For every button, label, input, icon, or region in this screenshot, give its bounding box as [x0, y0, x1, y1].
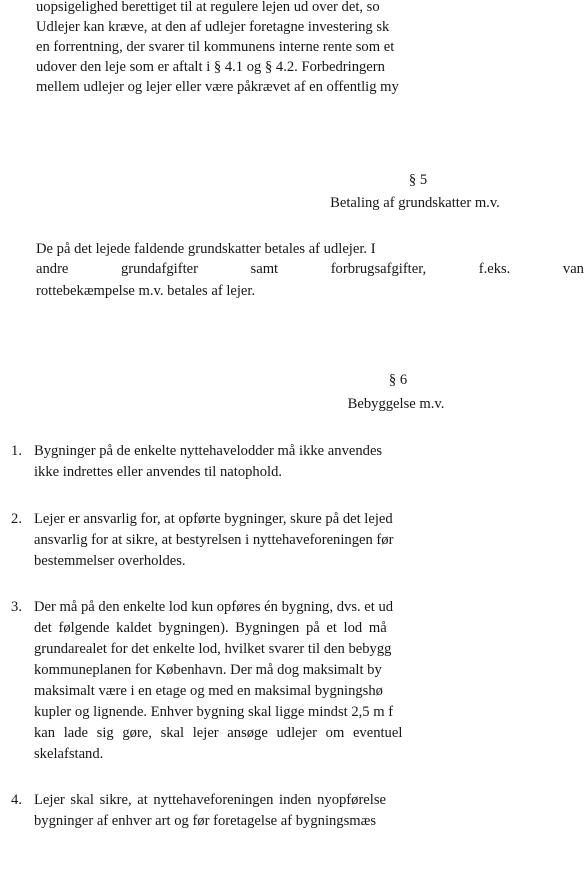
section-5-title: Betaling af grundskatter m.v.: [330, 195, 500, 211]
section-5-line: rottebekæmpelse m.v. betales af lejer.: [36, 283, 256, 299]
word: samt: [250, 261, 279, 277]
section-6-title: Bebyggelse m.v.: [347, 396, 445, 412]
intro-line: mellem udlejer og lejer eller være påkrævet af en offentlig my: [36, 79, 399, 95]
section-5-number: § 5: [408, 172, 428, 188]
word: van: [562, 261, 584, 277]
intro-line: en forrentning, der svarer til kommunens interne rente som et: [36, 39, 395, 55]
list-item-line: grundarealet for det enkelte lod, hvilket svarer til den bebygg: [34, 641, 392, 657]
list-item-line: bygninger af enhver art og før foretagelse af bygningsmæs: [34, 813, 377, 829]
section-6-number: § 6: [388, 372, 408, 388]
list-item-line: bestemmelser overholdes.: [34, 553, 186, 569]
list-item-line: det følgende kaldet bygningen). Bygningen på et lod må: [34, 620, 387, 636]
list-item-line: skelafstand.: [34, 746, 104, 762]
section-5-line: De på det lejede faldende grundskatter betales af udlejer. I: [36, 241, 376, 257]
word: andre: [36, 261, 69, 277]
intro-line: Udlejer kan kræve, at den af udlejer foretagne investering sk: [36, 19, 390, 35]
list-item-line: Bygninger på de enkelte nyttehavelodder må ikke anvendes: [34, 443, 383, 459]
word: forbrugsafgifter,: [330, 261, 427, 277]
intro-line: uopsigelighed berettiget til at regulere lejen ud over det, so: [36, 0, 380, 15]
list-item-number: 3.: [11, 599, 22, 615]
list-item-line: kommuneplanen for København. Der må dog maksimalt by: [34, 662, 382, 678]
list-item-number: 1.: [11, 443, 22, 459]
section-5-justified-line: [36, 259, 584, 279]
list-item-line: maksimalt være i en etage og med en maksimal bygningshø: [34, 683, 383, 699]
list-item-line: Der må på den enkelte lod kun opføres én bygning, dvs. et ud: [34, 599, 394, 615]
list-item-line: kupler og lignende. Enhver bygning skal ligge mindst 2,5 m f: [34, 704, 394, 720]
list-item-line: ansvarlig for at sikre, at bestyrelsen i nyttehaveforeningen før: [34, 532, 394, 548]
list-item-line: kan lade sig gøre, skal lejer ansøge udlejer om eventuel: [34, 725, 403, 741]
list-item-line: Lejer skal sikre, at nyttehaveforeningen inden nyopførelse: [34, 792, 386, 808]
list-item-line: Lejer er ansvarlig for, at opførte bygninger, skure på det lejed: [34, 511, 393, 527]
intro-line: udover den leje som er aftalt i § 4.1 og § 4.2. Forbedringern: [36, 59, 385, 75]
list-item-line: ikke indrettes eller anvendes til natophold.: [34, 464, 283, 480]
list-item-number: 2.: [11, 511, 22, 527]
word: f.eks.: [478, 261, 511, 277]
list-item-number: 4.: [11, 792, 22, 808]
word: grundafgifter: [120, 261, 198, 277]
